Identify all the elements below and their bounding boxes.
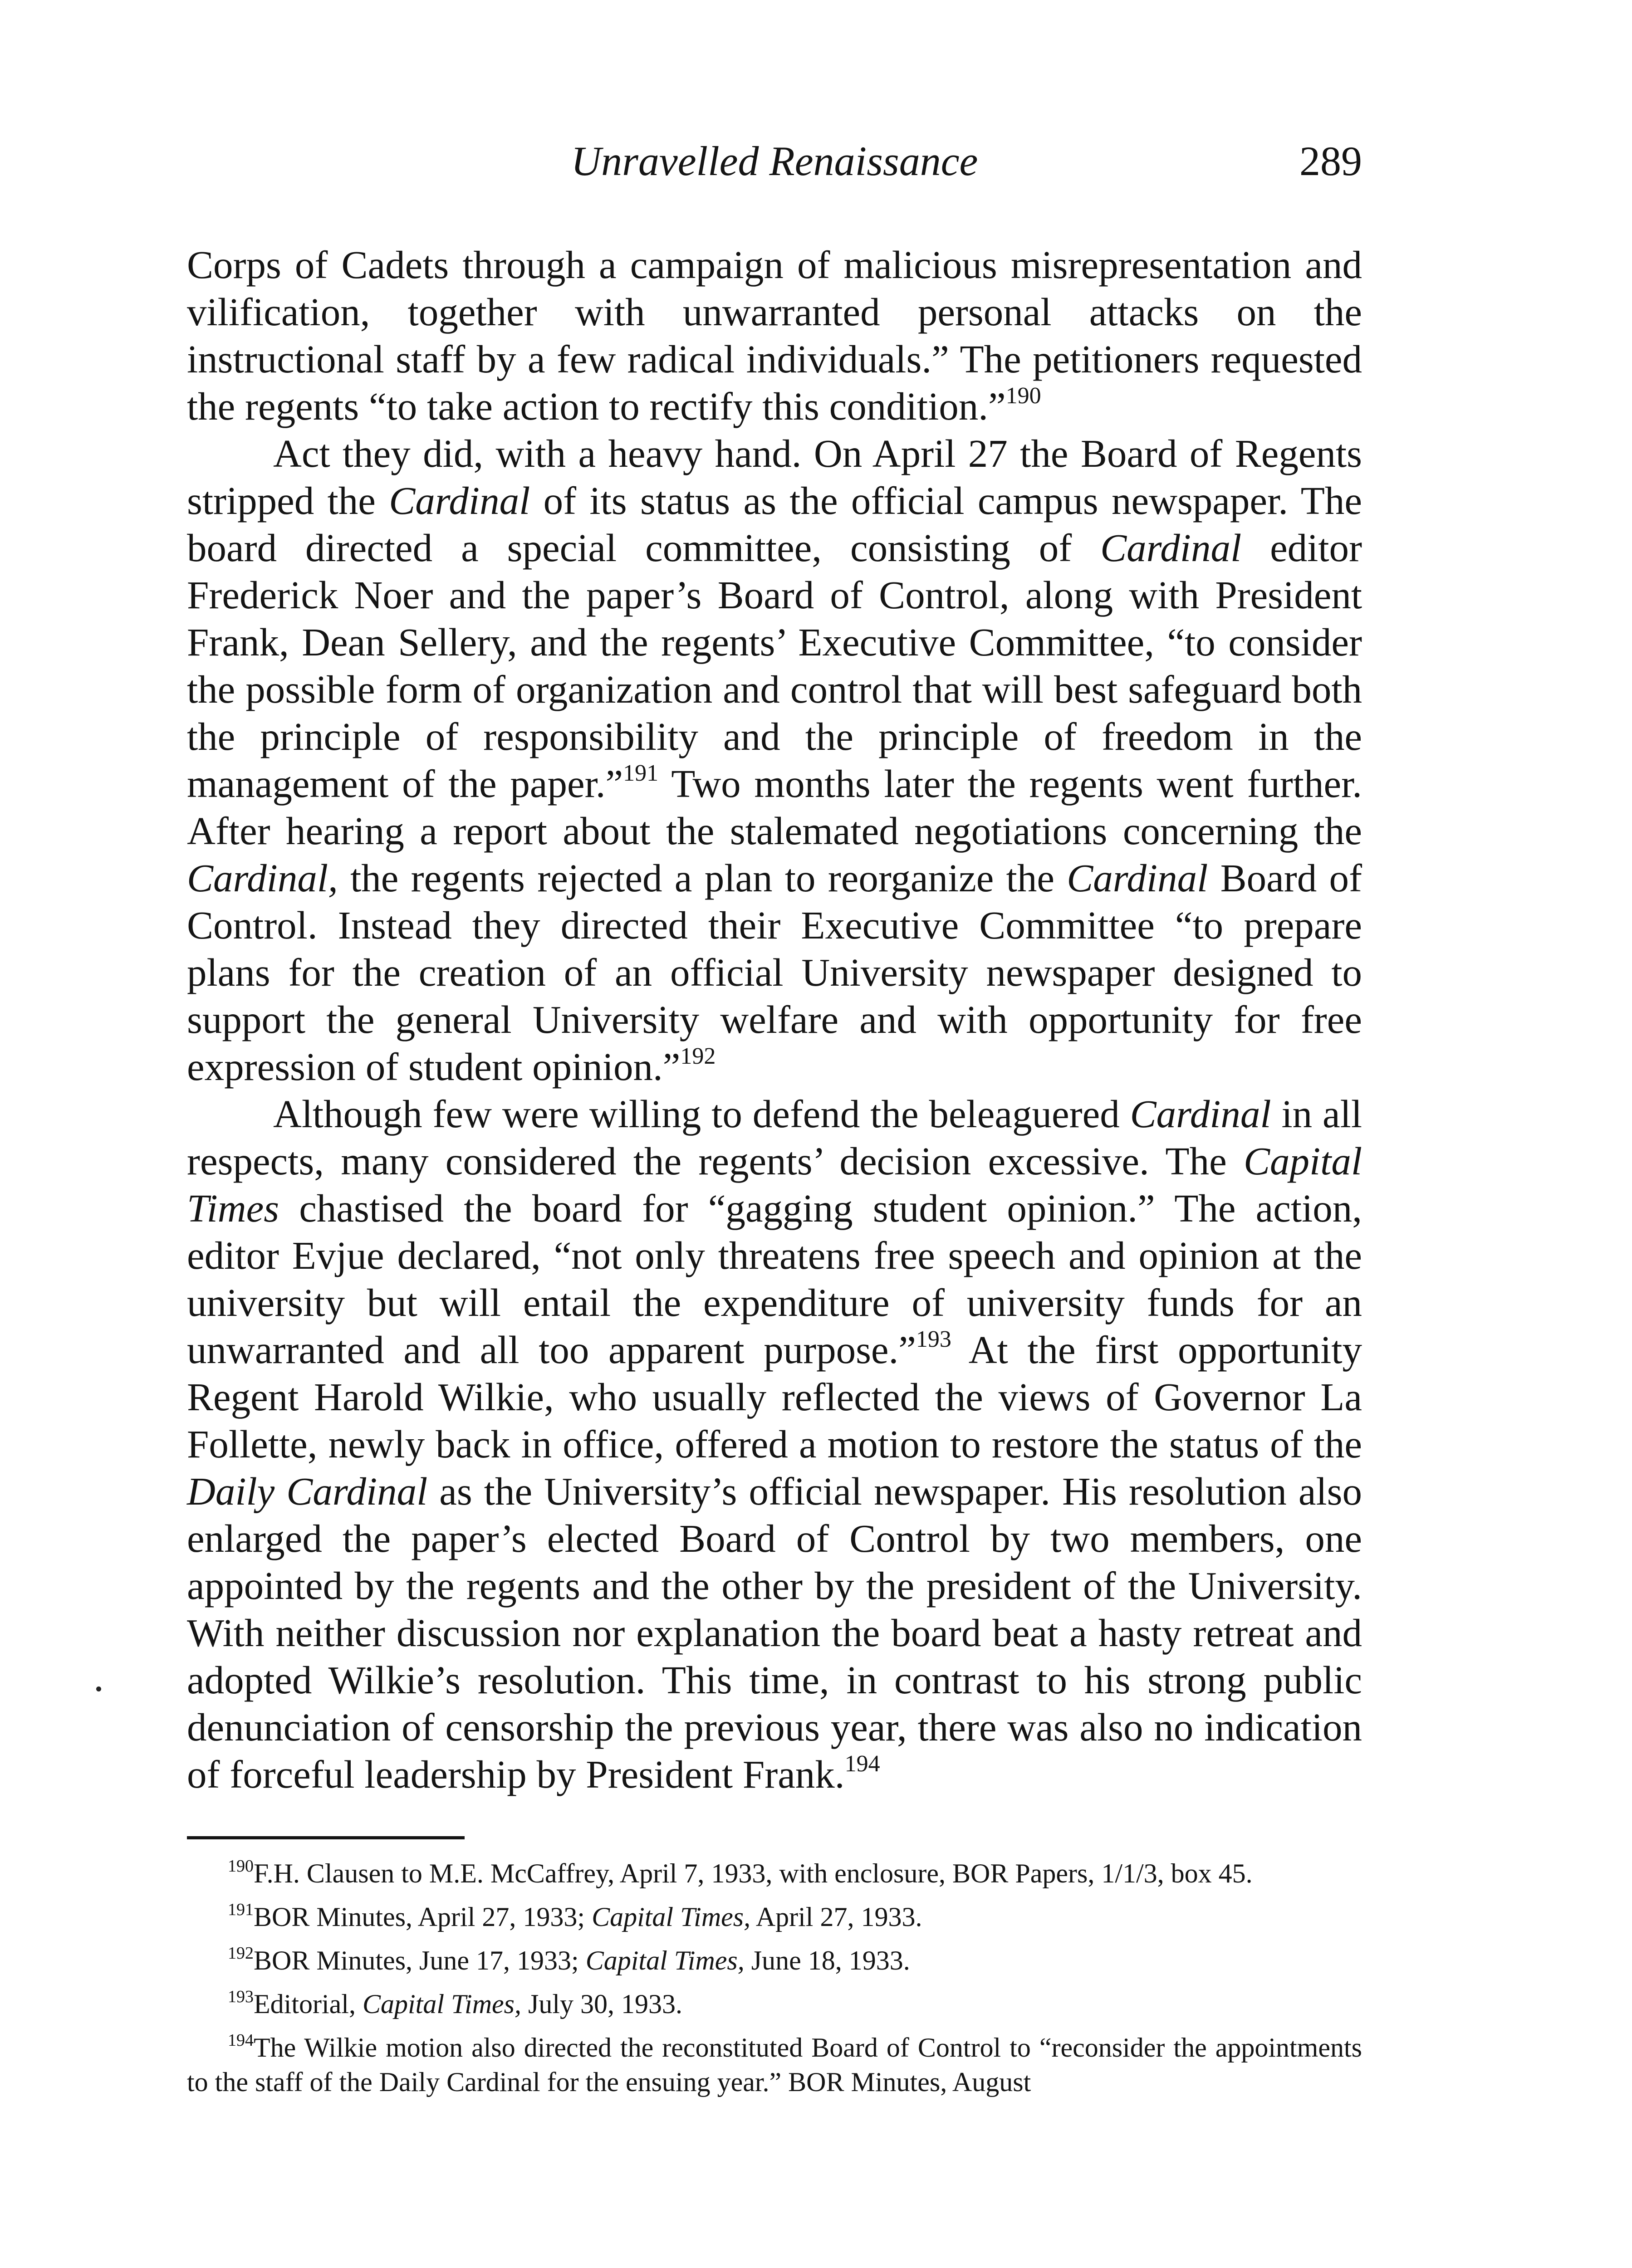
text-run: Although few were willing to defend the beleaguered: [273, 1092, 1130, 1136]
text-run: Board of Control. Instead they directed their Executive Committee “to prepare plans for the creation of an official University newspaper designed to support the general University welfare and with opportunity for free expression of student opinion.”: [187, 856, 1362, 1089]
footnote-text: BOR Minutes, June 17, 1933;: [254, 1945, 586, 1975]
main-text: [187, 241, 1362, 1798]
italic-title: Capital Times,: [585, 1945, 745, 1975]
italic-title: Capital Times,: [592, 1902, 751, 1932]
text-run: in all respects, many considered the regents’ decision excessive. The: [187, 1092, 1362, 1183]
footnote-ref-191: 191: [623, 760, 659, 786]
footnote-text: Editorial,: [254, 1989, 363, 2019]
paragraph-1: [187, 241, 1362, 430]
page-number: 289: [1299, 138, 1362, 184]
text-run: as the University’s official newspaper. His resolution also enlarged the paper’s elected Board of Control by two members, one appointed by the regents and the other by the president of the University. With neither discussion nor explanation the board beat a hasty retreat and adopted Wilkie’s resolution. This time, in contrast to his strong public denunciation of censorship the previous year, there was also no indication of forceful leadership by President Frank.: [187, 1469, 1362, 1796]
footnotes: [187, 1856, 1362, 2108]
text-run: Corps of Cadets through a campaign of malicious misrepresentation and vilification, together with unwarranted personal attacks on the instructional staff by a few radical individuals.” The petitioners requested the regents “to take action to rectify this condition.”: [187, 243, 1362, 428]
italic-title: Cardinal: [389, 479, 530, 523]
footnote-ref-194: 194: [844, 1751, 880, 1777]
footnote-text: July 30, 1933.: [521, 1989, 683, 2019]
footnote-text: The Wilkie motion also directed the reconstituted Board of Control to “reconsider the appointments to the staff of the Daily Cardinal for the ensuing year.” BOR Minutes, August: [187, 2033, 1362, 2097]
footnote-text: BOR Minutes, April 27, 1933;: [254, 1902, 592, 1932]
italic-title: Capital Times,: [362, 1989, 522, 2019]
text-run: At the first opportunity Regent Harold Wilkie, who usually reflected the views of Governor La Follette, newly back in office, offered a motion to restore the status of the: [187, 1328, 1362, 1466]
page-header: [187, 132, 1362, 191]
footnote-190: [187, 1856, 1362, 1891]
footnote-number: 193: [228, 1987, 254, 2006]
footnote-text: April 27, 1933.: [750, 1902, 922, 1932]
footnote-number: 192: [228, 1944, 254, 1963]
footnote-text: June 18, 1933.: [744, 1945, 910, 1975]
footnote-194: [187, 2030, 1362, 2099]
text-run: chastised the board for “gagging student opinion.” The action, editor Evjue declared, “not only threatens free speech and opinion at the university but will entail the expenditure of university funds for an unwarranted and all too apparent purpose.”: [187, 1186, 1362, 1372]
text-run: Two months later the regents went further. After hearing a report about the stalemated negotiations concerning the: [187, 762, 1362, 853]
footnote-number: 190: [228, 1857, 254, 1876]
margin-speck: [96, 1686, 101, 1691]
paragraph-3: [187, 1090, 1362, 1798]
text-run: of its status as the official campus newspaper. The board directed a special committee, consisting of: [187, 479, 1362, 570]
footnote-ref-193: 193: [916, 1326, 951, 1352]
footnote-193: [187, 1987, 1362, 2021]
footnote-191: [187, 1900, 1362, 1934]
italic-title: Cardinal: [1067, 856, 1208, 900]
italic-title: Capital Times: [187, 1139, 1362, 1230]
paragraph-2: [187, 430, 1362, 1090]
text-run: the regents rejected a plan to reorganize the: [338, 856, 1067, 900]
footnote-ref-190: 190: [1005, 383, 1041, 409]
italic-title: Cardinal: [1130, 1092, 1271, 1136]
text-run: Act they did, with a heavy hand. On April 27 the Board of Regents stripped the: [187, 431, 1362, 523]
italic-title: Cardinal,: [187, 856, 338, 900]
footnote-rule: [187, 1836, 465, 1839]
footnote-text: F.H. Clausen to M.E. McCaffrey, April 7, 1933, with enclosure, BOR Papers, 1/1/3, box 45.: [254, 1858, 1253, 1888]
footnote-number: 194: [228, 2031, 254, 2050]
footnote-192: [187, 1943, 1362, 1978]
running-title: Unravelled Renaissance: [571, 138, 978, 184]
text-run: editor Frederick Noer and the paper’s Board of Control, along with President Frank, Dean Sellery, and the regents’ Executive Committee, “to consider the possible form of organization and control that will best safeguard both the principle of responsibility and the principle of freedom in the management of the paper.”: [187, 526, 1362, 806]
italic-title: Daily Cardinal: [187, 1469, 428, 1513]
footnote-number: 191: [228, 1900, 254, 1919]
footnote-ref-192: 192: [680, 1043, 716, 1069]
italic-title: Cardinal: [1100, 526, 1242, 570]
